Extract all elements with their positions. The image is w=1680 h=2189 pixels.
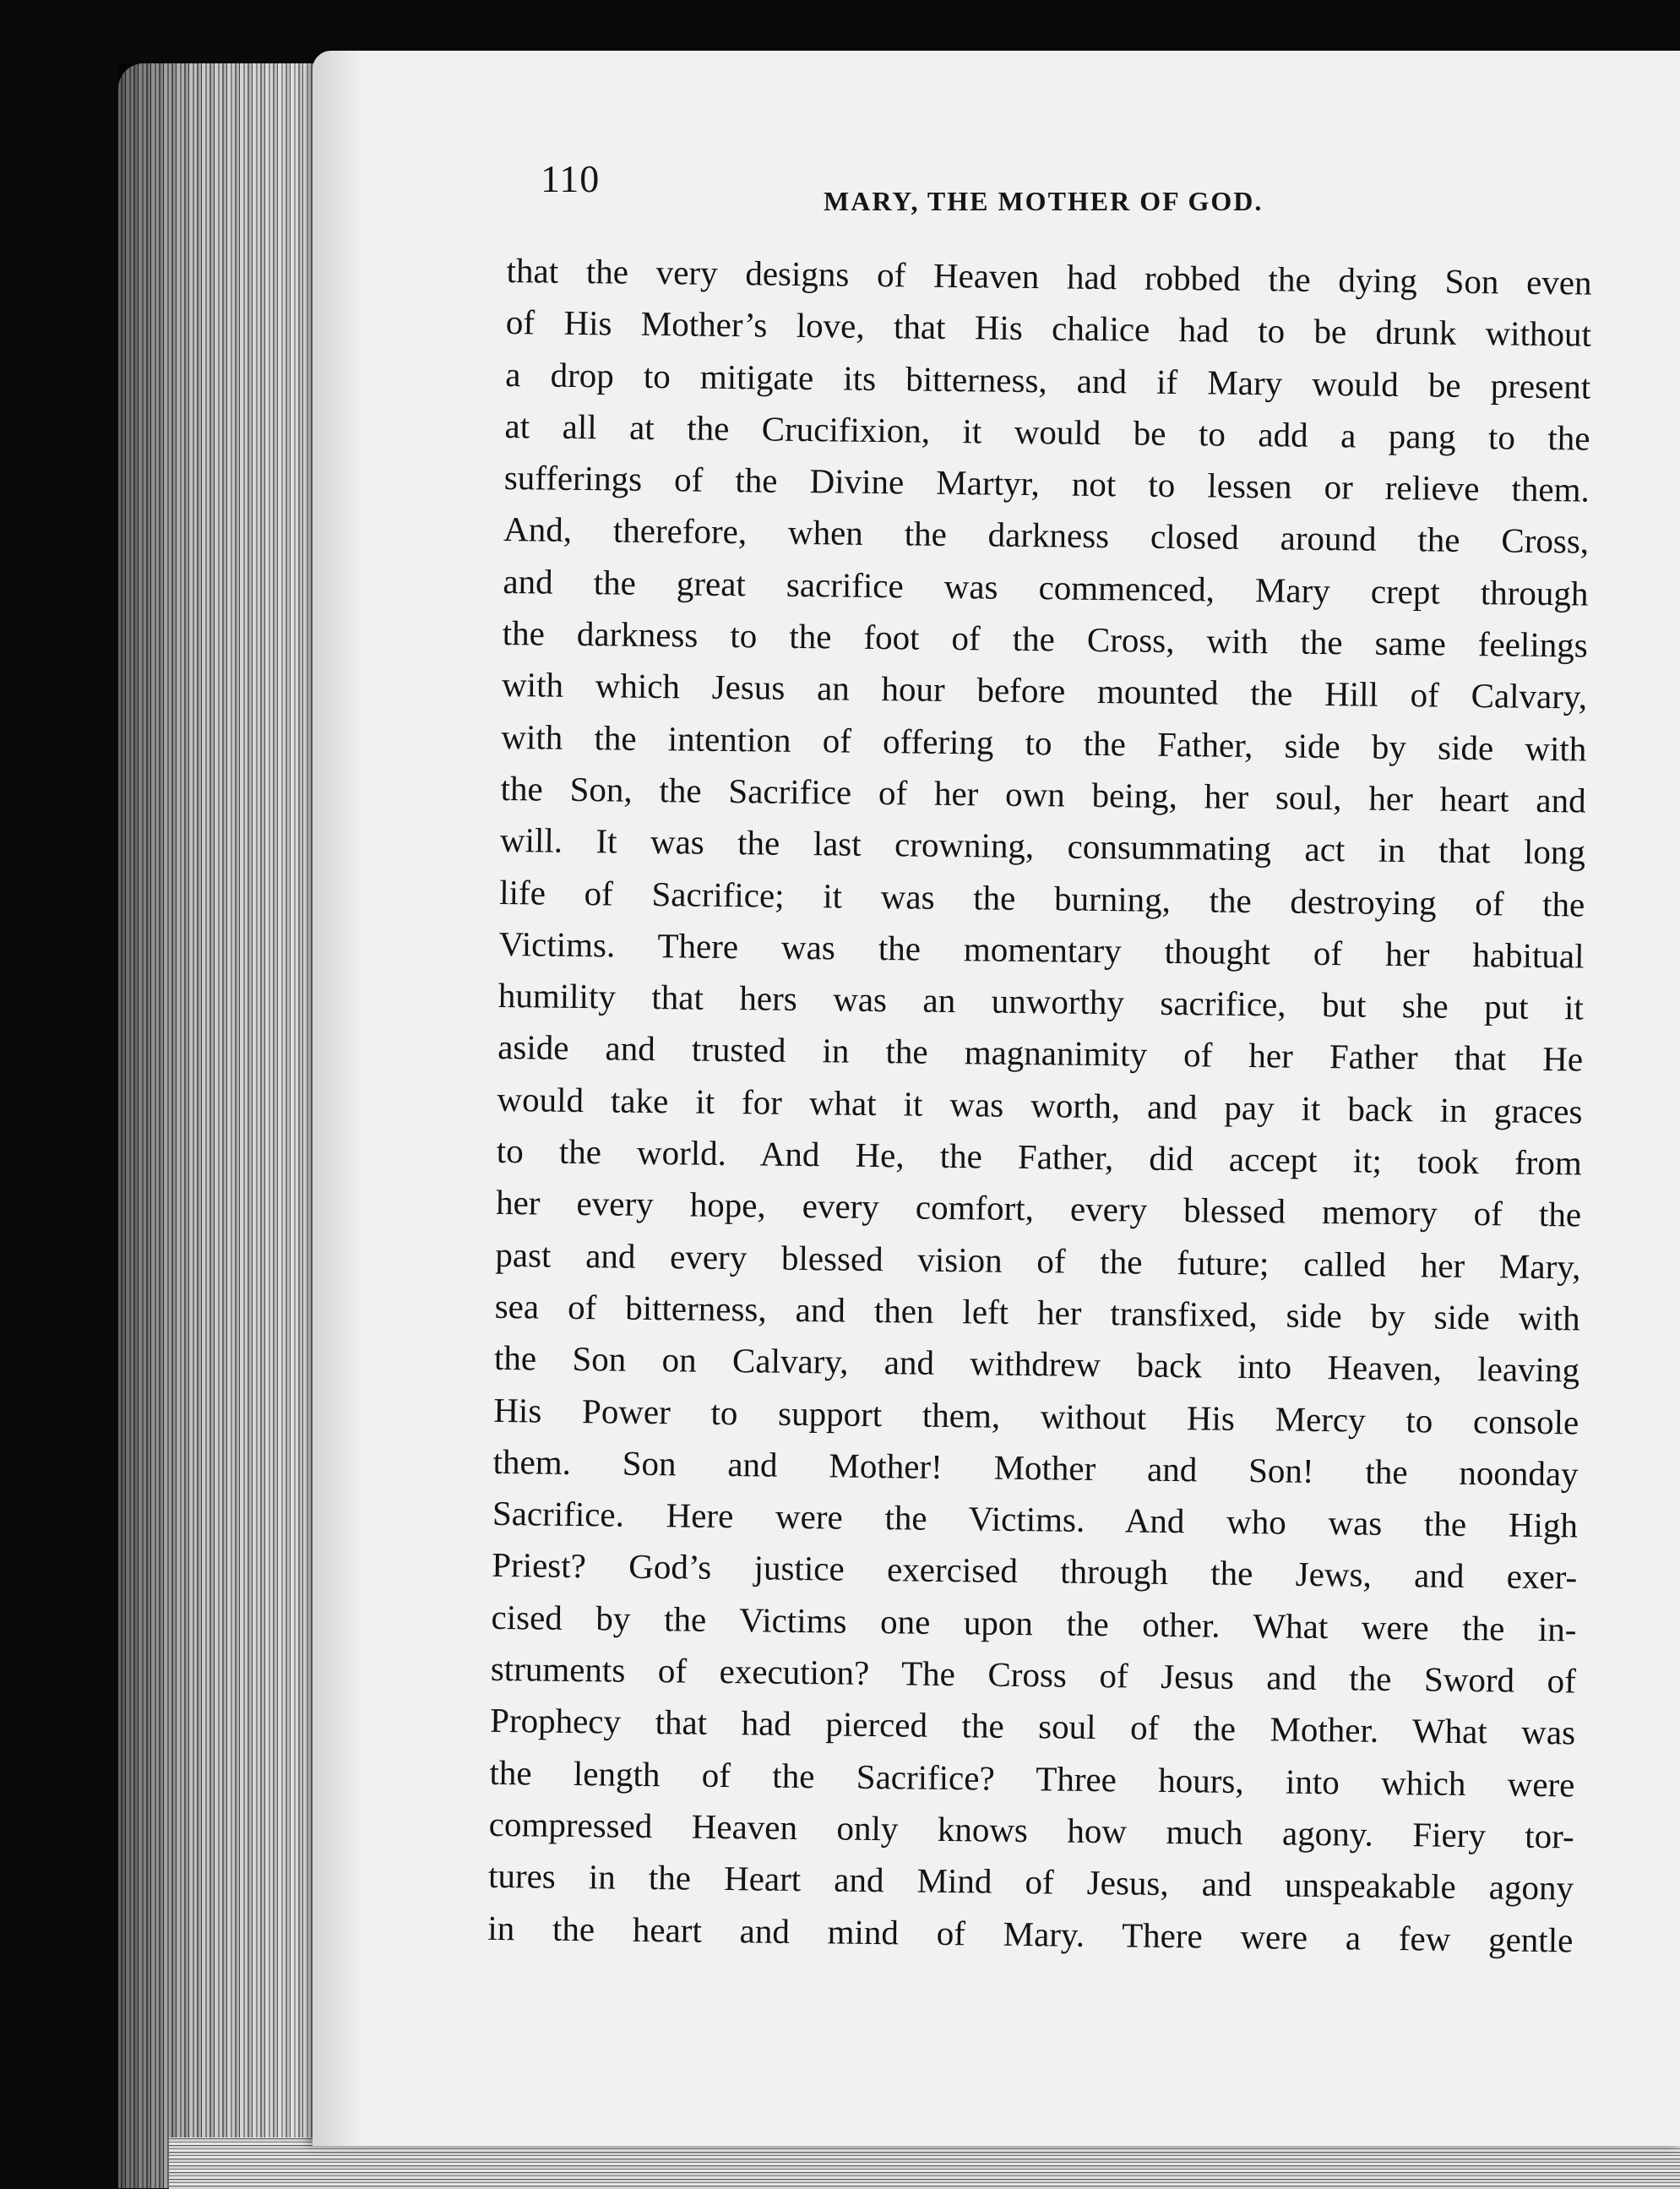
text-line: them. Son and Mother! Mother and Son! the noonday	[492, 1441, 1579, 1494]
text-line: with which Jesus an hour before mounted the Hill of Calvary,	[501, 665, 1588, 716]
gutter-shadow	[313, 51, 363, 2146]
text-line: tures in the Heart and Mind of Jesus, and unspeakable agony	[487, 1856, 1574, 1908]
text-line: will. It was the last crowning, consummating act in that long	[499, 820, 1586, 872]
text-line: sea of bitterness, and then left her transfixed, side by side with	[494, 1286, 1580, 1338]
text-line: Priest? God’s justice exercised through the Jews, and exer-	[492, 1545, 1578, 1597]
running-title: MARY, THE MOTHER OF GOD.	[824, 186, 1264, 216]
text-line: the Son on Calvary, and withdrew back into Heaven, leaving	[493, 1338, 1580, 1390]
page-number: 110	[541, 157, 601, 200]
text-line: would take it for what it was worth, and pay it back in graces	[497, 1079, 1583, 1131]
text-line: And, therefore, when the darkness closed around the Cross,	[503, 509, 1590, 562]
text-line: of His Mother’s love, that His chalice had to be drunk without	[505, 302, 1592, 354]
text-line: a drop to mitigate its bitterness, and if Mary would be present	[505, 354, 1591, 406]
text-line: in the heart and mind of Mary. There were a few gentle	[487, 1908, 1574, 1959]
text-line: compressed Heaven only knows how much agony. Fiery tor-	[488, 1804, 1574, 1856]
text-line: past and every blessed vision of the future; called her Mary,	[495, 1234, 1581, 1287]
text-line: struments of execution? The Cross of Jesus and the Sword of	[490, 1648, 1577, 1701]
text-line: sufferings of the Divine Martyr, not to lessen or relieve them.	[503, 458, 1590, 509]
text-line: aside and trusted in the magnanimity of her Father that He	[497, 1027, 1584, 1079]
text-line: the darkness to the foot of the Cross, with the same feelings	[502, 613, 1588, 665]
text-line: that the very designs of Heaven had robbed the dying Son even	[506, 250, 1592, 302]
body-text	[487, 245, 1592, 1966]
text-line: and the great sacrifice was commenced, Mary crept through	[503, 561, 1589, 613]
text-line: the length of the Sacrifice? Three hours, into which were	[489, 1752, 1575, 1805]
text-line: Victims. There was the momentary thought of her habitual	[498, 923, 1585, 976]
text-line: humility that hers was an unworthy sacrifice, but she put it	[497, 976, 1585, 1027]
text-line: with the intention of offering to the Father, side by side with	[501, 716, 1587, 769]
text-line: at all at the Crucifixion, it would be to add a pang to the	[504, 406, 1590, 458]
text-line: life of Sacrifice; it was the burning, the destroying of the	[499, 872, 1585, 924]
text-line: Sacrifice. Here were the Victims. And who was the High	[492, 1494, 1579, 1545]
text-line: cised by the Victims one upon the other. What were the in-	[491, 1597, 1577, 1649]
book-page-edges	[118, 63, 321, 2188]
text-line: the Son, the Sacrifice of her own being, her soul, her heart and	[500, 768, 1586, 820]
text-line: her every hope, every comfort, every blessed memory of the	[495, 1183, 1582, 1234]
text-line: Prophecy that had pierced the soul of the Mother. What was	[489, 1701, 1576, 1752]
text-line: to the world. And He, the Father, did accept it; took from	[496, 1130, 1583, 1183]
text-line: His Power to support them, without His Mercy to console	[493, 1390, 1579, 1442]
